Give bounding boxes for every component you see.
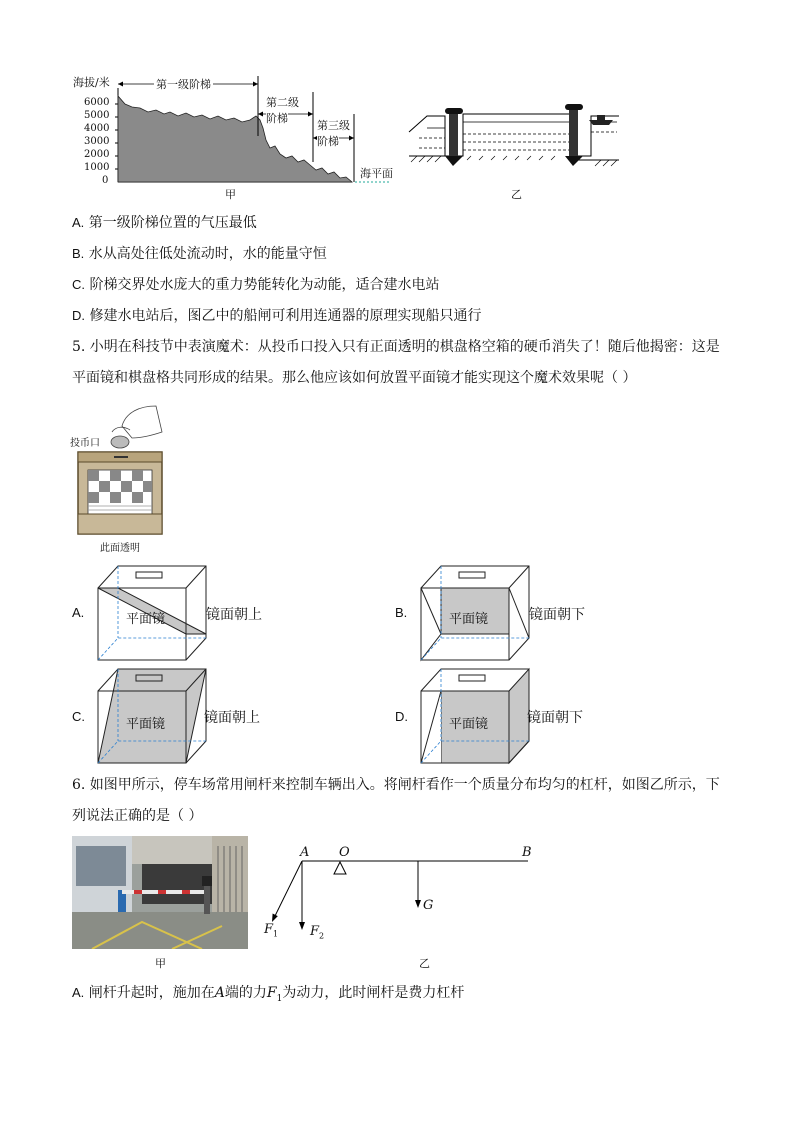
sea-level-label: 海平面 (360, 167, 393, 180)
y-tick-2000: 2000 (84, 149, 110, 160)
option-letter: A. (72, 215, 85, 230)
step2-label-1: 第二级 (266, 96, 299, 109)
caption-jia-top: 甲 (225, 188, 236, 201)
ship-lock-svg (405, 98, 625, 173)
option-letter: C. (72, 277, 85, 292)
y-tick-4000: 4000 (84, 123, 110, 134)
gravity-g-label: G (423, 898, 434, 913)
q4-option-a[interactable] (72, 213, 257, 233)
y-tick-1000: 1000 (84, 162, 110, 173)
mirror-label: 平面镜 (126, 717, 166, 732)
option-text: 阶梯交界处水庞大的重力势能转化为动能，适合建水电站 (89, 277, 440, 293)
y-tick-0: 0 (102, 175, 109, 186)
option-letter: A. (72, 605, 85, 620)
lever-diagram (260, 840, 550, 960)
mirror-side-label: 镜面朝上 (204, 710, 260, 726)
q6-stem-line1: 6. 如图甲所示，停车场常用闸杆来控制车辆出入。将闸杆看作一个质量分布均匀的杠杆，如图乙所示，下 (72, 777, 720, 793)
mirror-side-label: 镜面朝下 (529, 607, 585, 623)
option-letter: A. (72, 985, 85, 1000)
q5-option-b[interactable] (395, 562, 595, 662)
q5-stem-line1: 5. 小明在科技节中表演魔术：从投币口投入只有正面透明的棋盘格空箱的硬币消失了！随后他揭密：这是 (72, 339, 720, 355)
elevation-profile-figure (70, 70, 410, 200)
elevation-profile-svg (70, 70, 410, 200)
mirror-label: 平面镜 (126, 612, 166, 627)
mirror-label: 平面镜 (449, 717, 489, 732)
option-letter: D. (395, 709, 408, 724)
q4-option-b[interactable] (72, 244, 327, 264)
f1-symbol: F (264, 922, 274, 937)
q4-option-c[interactable] (72, 275, 439, 295)
option-letter: C. (72, 709, 85, 724)
option-text-post: 为动力，此时闸杆是费力杠杆 (282, 985, 465, 1001)
front-clear-label: 此面透明 (100, 543, 140, 554)
option-letter: D. (72, 308, 85, 323)
y-tick-6000: 6000 (84, 97, 110, 108)
mirror-side-label: 镜面朝下 (527, 710, 583, 726)
point-a-label: A (300, 845, 310, 860)
q5-option-c[interactable] (72, 665, 272, 770)
option-letter: B. (72, 246, 85, 261)
force-f-inline: F (266, 985, 277, 1001)
point-a-inline: A (214, 985, 225, 1001)
f1-subscript: 1 (273, 929, 279, 939)
q6-stem-line2: 列说法正确的是（ ） (72, 808, 203, 824)
y-tick-5000: 5000 (84, 110, 110, 121)
q4-option-d[interactable] (72, 306, 481, 326)
caption-jia-q6: 甲 (155, 957, 166, 970)
coin-slot-label: 投币口 (70, 438, 100, 449)
option-text-pre: 闸杆升起时，施加在 (88, 985, 215, 1001)
q5-stem-line2: 平面镜和棋盘格共同形成的结果。那么他应该如何放置平面镜才能实现这个魔术效果呢（ ） (72, 370, 637, 386)
option-text: 修建水电站后，图乙中的船闸可利用连通器的原理实现船只通行 (89, 308, 482, 324)
caption-yi-q6: 乙 (419, 957, 430, 970)
q5-option-d[interactable] (395, 665, 595, 770)
magic-box-figure (70, 402, 170, 552)
option-text: 第一级阶梯位置的气压最低 (88, 215, 257, 231)
parking-gate-photo (72, 836, 248, 949)
option-letter: B. (395, 605, 408, 620)
f2-subscript: 2 (319, 931, 325, 941)
force-f2-label (310, 924, 324, 941)
y-tick-3000: 3000 (84, 136, 110, 147)
step3-label-2: 阶梯 (317, 135, 339, 148)
step2-label-2: 阶梯 (266, 112, 288, 125)
y-axis-label: 海拔/米 (73, 76, 110, 89)
q6-option-a[interactable] (72, 983, 464, 1009)
point-b-label: B (522, 845, 532, 860)
force-f1-label (264, 922, 278, 939)
q5-option-a[interactable] (72, 562, 272, 662)
parking-gate-photo-svg (72, 836, 248, 949)
step3-label-1: 第三级 (317, 119, 350, 132)
force-f-sub: 1 (276, 993, 283, 1004)
option-text: 水从高处往低处流动时，水的能量守恒 (88, 246, 327, 262)
ship-lock-figure (405, 98, 625, 173)
caption-yi-top: 乙 (511, 188, 522, 201)
option-text-mid: 端的力 (224, 985, 267, 1001)
f2-symbol: F (310, 924, 320, 939)
step1-label: 第一级阶梯 (156, 78, 211, 91)
mirror-side-label: 镜面朝上 (206, 607, 262, 623)
magic-box-svg (70, 402, 170, 552)
point-o-label: O (339, 845, 350, 860)
mirror-label: 平面镜 (449, 612, 489, 627)
